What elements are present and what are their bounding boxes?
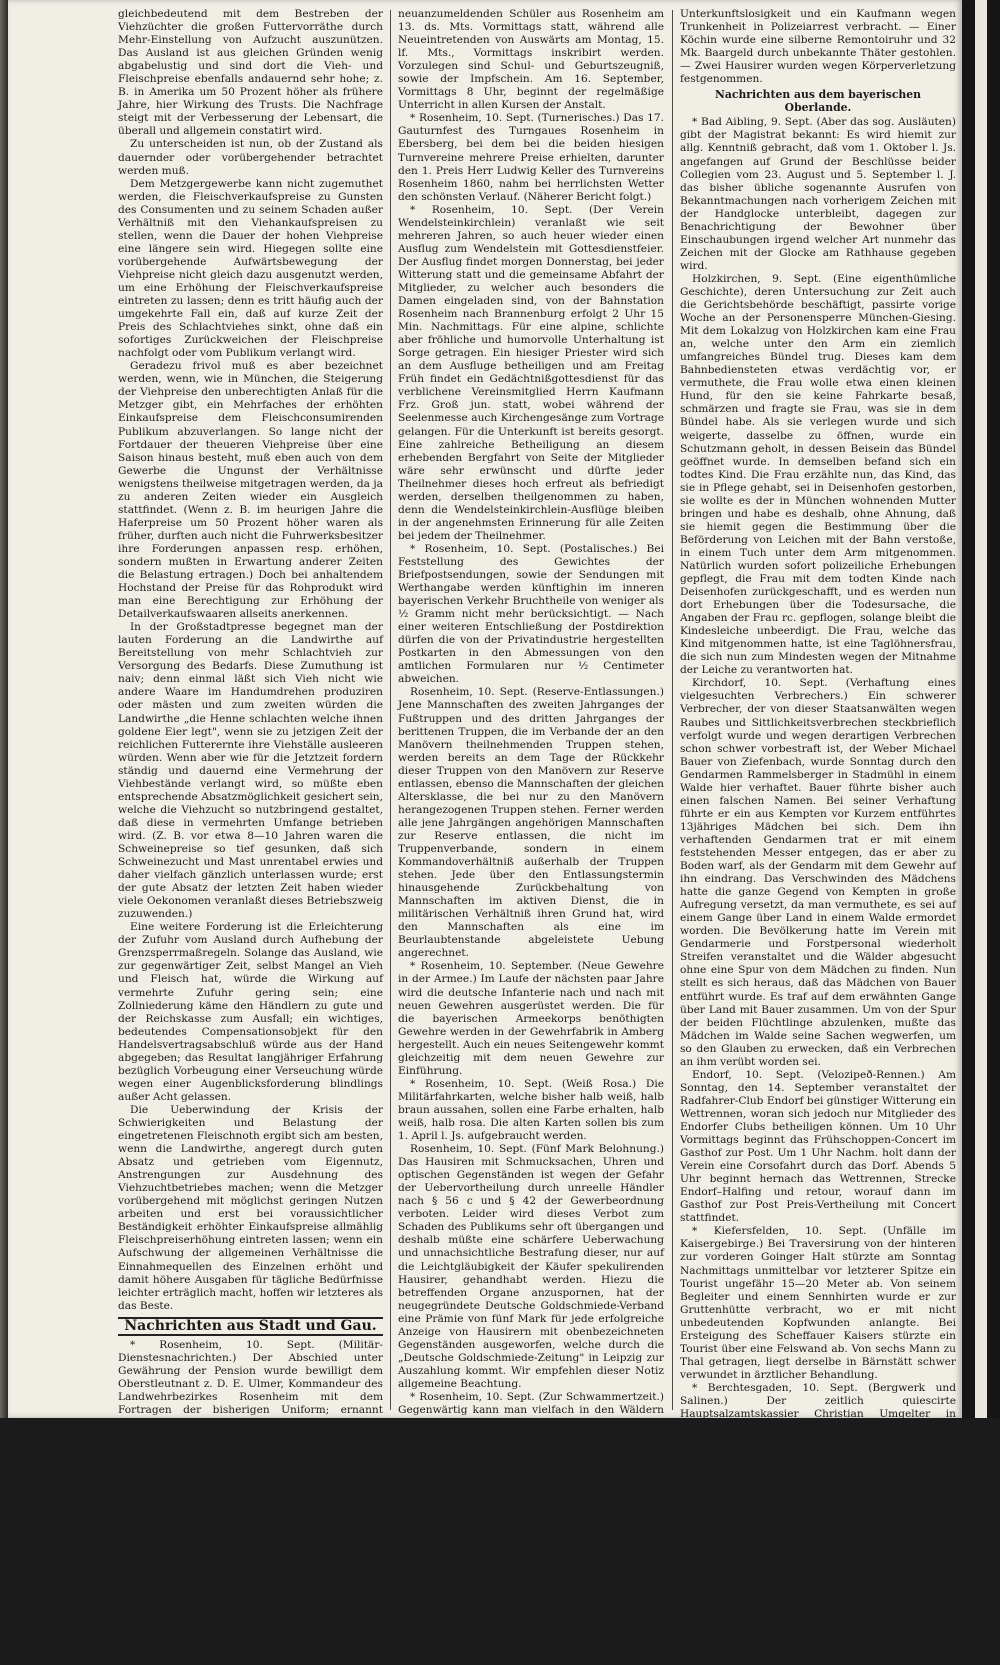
news-item: * Kiefersfelden, 10. Sept. (Unfälle im Kaisergebirge.) Bei Traversirung von der hinteren zur vorderen Goinger Halt stürzte am Sonntag Nachmittags unmittelbar vor letzterer Spitze ein Tourist ungefähr 15—20 Meter ab. Von seinem Begleiter und einem Sennhirten wurde er zur Gruttenhütte verbracht, wo er mit nicht unbedeutenden Kopfwunden anlangte. Bei Ersteigung des Scheffauer Kaisers stürzte ein Tourist über eine Felswand ab. Von sechs Mann zu Thal getragen, liegt derselbe in Bärnstätt schwer verwundet in ärztlicher Behandlung. (680, 1225, 956, 1381)
news-item: Holzkirchen, 9. Sept. (Eine eigenthümliche Geschichte), deren Untersuchung zur Zeit auch die Gerichtsbehörde beschäftigt, passirte vorige Woche an der Personensperre München-Giesing. Mit dem Lokalzug von Holzkirchen kam eine Frau an, welche unter den Arm ein ziemlich umfangreiches Bündel trug. Dieses kam dem Bahnbediensteten etwas verdächtig vor, er vermuthete, die Frau wolle etwa einen kleinen Hund, für den sie keine Fahrkarte besaß, schmärzen und fragte sie Frau, was sie in dem Bündel habe. Als sie verlegen wurde und sich weigerte, dasselbe zu öffnen, wurde ein Schutzmann geholt, in dessen Beisein das Bündel geöffnet wurde. In demselben befand sich ein todtes Kind. Die Frau erzählte nun, das Kind, das sie in Pflege gehabt, sei in Deisenhofen gestorben, sie wollte es der in München wohnenden Mutter bringen und habe es deshalb, ohne Ahnung, daß sie hiemit gegen die Bestimmung über die Beförderung von Leichen mit der Bahn verstoße, in einem Tuch unter dem Arm mitgenommen. Natürlich wurden sofort polizeiliche Erhebungen gepflegt, die Frau mit dem todten Kinde nach Deisenhofen zurückgeschafft, und es werden nun dort Erhebungen über die Todesursache, die Angaben der Frau rc. gepflogen, solange bleibt die Kindesleiche unbeerdigt. Die Frau, welche das Kind mitgenommen hatte, ist eine Taglöhnersfrau, die sich nun zum Mindesten wegen der Mitnahme der Leiche zu verantworten hat. (680, 272, 956, 677)
column-3 (680, 8, 956, 1603)
news-item: * Bad Aibling, 9. Sept. (Aber das sog. Ausläuten) gibt der Magistrat bekannt: Es wird hiemit zur allg. Kenntniß gebracht, daß vom 1. Oktober l. Js. angefangen auf Grund der Beschlüsse beider Collegien vom 23. August und 5. September l. J. das bisher übliche sogenannte Ausrufen von Bekanntmachungen nach vorherigem Zeichen mit der Handglocke unterbleibt, dagegen zur Benachrichtigung der Bewohner über Einschaubungen irgend welcher Art nunmehr das Zeichen mit der Glocke am Rathhause gegeben wird. (680, 116, 956, 272)
next-page-edge (975, 0, 987, 1418)
page-columns (118, 8, 956, 1664)
news-item: Rosenheim, 10. Sept. (Reserve-Entlassungen.) Jene Mannschaften des zweiten Jahrganges der Fußtruppen und des dritten Jahrganges der berittenen Truppen, die im Verbande der an den Manövern theilnehmenden Truppen stehen, werden bereits an dem Tage der Rückkehr dieser Truppen von den Manövern zur Reserve entlassen, ebenso die Mannschaften der gleichen Altersklasse, die bei nur zu den Manövern herangezogenen Truppen stehen. Ferner werden alle jene Jahrgängen angehörigen Mannschaften zur Reserve entlassen, die nicht im Truppenverbande, sondern in einem Kommandoverhältniß außerhalb der Truppen stehen. Jede über den Entlassungstermin hinausgehende Zurückbehaltung von Mannschaften im aktiven Dienst, die in militärischen Verhältniß ihren Grund hat, wird den Mannschaften als eine im Beurlaubtenstande abgeleistete Uebung angerechnet. (398, 686, 664, 960)
article-paragraph: Dem Metzgergewerbe kann nicht zugemuthet werden, die Fleischverkaufspreise zu Gunsten des Consumenten und zu seinem Schaden außer Verhältniß mit den Viehankaufspreisen zu stellen, wenn die Dauer der hohen Viehpreise eine längere sein wird. Hiegegen sollte eine vorübergehende Aufwärtsbewegung der Viehpreise nicht gleich dazu ausgenutzt werden, um eine Erhöhung der Fleischverkaufspreise eintreten zu lassen; denn es tritt häufig auch der umgekehrte Fall ein, daß auf kurze Zeit der Preis des Schlachtviehes sinkt, ohne daß ein sofortiges Zurückweichen der Fleischpreise nachfolgt oder vom Publikum verlangt wird. (118, 177, 383, 360)
news-item: Unterkunftslosigkeit und ein Kaufmann wegen Trunkenheit in Polizeiarrest verbracht. — Einer Köchin wurde eine silberne Remontoiruhr und 32 Mk. Baargeld durch unbekannte Thäter gestohlen. — Zwei Hausirer wurden wegen Körperverletzung festgenommen. (680, 8, 956, 86)
article-paragraph: In der Großstadtpresse begegnet man der lauten Forderung an die Landwirthe auf Bereitstellung von mehr Schlachtvieh zur Versorgung des Bedarfs. Diese Zumuthung ist naiv; denn einmal läßt sich Vieh nicht wie andere Waare im Handumdrehen produziren oder mästen und zum zweiten würden die Landwirthe „die Henne schlachten welche ihnen goldene Eier legt", wenn sie zu jetzigen Zeit der reichlichen Futterernte ihre Viehställe ausleeren würden. Wenn aber wie für die Jetztzeit fordern ständig und dauernd eine Vermehrung der Viehbestände verlangt wird, so müßte eben entsprechende Absatzmöglichkeit gesichert sein, welche die Viehzucht so nutzbringend gestaltet, daß diese in vermehrten Umfange betrieben wird. (Z. B. vor etwa 8—10 Jahren waren die Schweinepreise so tief gesunken, daß sich Schweinezucht und Mast unrentabel erwies und daher vielfach gänzlich unterlassen wurde; erst der gute Absatz der letzten Zeit haben wieder viele Oekonomen veranlaßt dieses Betriebszweig zuzuwenden.) (118, 621, 383, 921)
column-1 (118, 8, 383, 1664)
news-item: * Rosenheim, 10. Sept. (Militär-Dienstesnachrichten.) Der Abschied unter Gewährung der Pension wurde bewilligt dem Oberstleutnant z. D. E. Ulmer, Kommandeur des Landwehrbezirkes Rosenheim mit dem Fortragen der bisherigen Uniform; ernannt wurde zum Kommandeur des Landwehrbezirkes Rosenheim der Major z. D. Gebhart. — Der Kommandeur der 3. Division Generalleutnant Edler v. Graubogl wurde mit Genehmigung seines Abschiedsgesuches und der gesetzlichen Pension zur Disposition gestellt unter Verleihung des Großkreuzes des Militär-Verdienstordens; ernannt wurde der Generalmajor Ritter v. Rittmann zum Kommandeur der 3. Division und zum Kommandeur der ersten Infanteriebrigade Ritter v. Zwehl, Direktor der Kriegsakademie. (118, 1338, 383, 1560)
news-item: Rosenheim, 10. Sept. (Vermessungsbehörde.) Zum Obergeometer beim Katasterbureau der Katastergeometer Christoph Schrott befördert; zum Katastergeometer beim Katasterbureau der Messungsassistent Otto Knappich ernannt. (118, 1560, 383, 1625)
news-item: * Rosenheim, 10. Sept. (Weiß Rosa.) Die Militärfahrkarten, welche bisher halb weiß, halb braun aussahen, sollen eine Farbe erhalten, halb weiß, halb rosa. Die alten Karten sollen bis zum 1. April l. Js. aufgebraucht werden. (398, 1077, 664, 1143)
news-item: * Rosenheim, 10. Sept. (Schuljahrbeginn.) An der hiesigen kgl. Realschule findet die Einschreibung der (118, 1625, 383, 1664)
column-rule (390, 10, 391, 1410)
section-heading-stadt-und-gau: Nachrichten aus Stadt und Gau. (118, 1317, 383, 1336)
news-item: * Rosenheim, 10. Sept. (Postalisches.) Bei Feststellung des Gewichtes der Briefpostsendungen, sowie der Sendungen mit Werthangabe werden künftighin im inneren bayerischen Verkehr Bruchtheile von weniger als ½ Gramm nicht mehr berücksichtigt. — Nach einer weiteren Entschließung der Postdirektion dürfen die von der Privatindustrie hergestellten Postkarten in den Abmessungen von den amtlichen Formularen nur ½ Centimeter abweichen. (398, 542, 664, 686)
article-paragraph: Geradezu frivol muß es aber bezeichnet werden, wenn, wie in München, die Steigerung der Viehpreise den unberechtigten Anlaß für die Metzger gibt, ein Mehrfaches der erhöhten Einkaufspreise dem Fleischconsumirenden Publikum abzuverlangen. So lange nicht der Fortdauer der theueren Viehpreise über eine Saison hinaus besteht, muß eben auch von dem Gewerbe die Ungunst der Verhältnisse wenigstens theilweise mitgetragen werden, da ja zu anderen Zeiten wieder ein Ausgleich stattfindet. (Wenn z. B. im heurigen Jahre die Haferpreise um 50 Prozent höher waren als früher, durften auch nicht die Fuhrwerksbesitzer ihre Forderungen anpassen resp. erhöhen, sondern mußten in Erwartung anderer Zeiten die Belastung ertragen.) Doch bei anhaltendem Hochstand der Preise für das Rohprodukt wird man eine Berechtigung zur Erhöhung der Detailverkaufswaaren allseits anerkennen. (118, 360, 383, 621)
news-item: neuanzumeldenden Schüler aus Rosenheim am 13. ds. Mts. Vormittags statt, während alle Neueintretenden von Auswärts am Montag, 15. lf. Mts., Vormittags inskribirt werden. Vorzulegen sind Schul- und Geburtszeugniß, sowie der Impfschein. Am 16. September, Vormittags 8 Uhr, beginnt der regelmäßige Unterricht in allen Kursen der Anstalt. (398, 8, 664, 112)
news-item: Endorf, 10. Sept. (Velozipeð-Rennen.) Am Sonntag, den 14. September veranstaltet der Radfahrer-Club Endorf bei günstiger Witterung ein Wettrennen, woran sich jedoch nur Mitglieder des Endorfer Clubs betheiligen können. Um 10 Uhr Vormittags beginnt das Frühschoppen-Concert im Gasthof zur Post. Um 1 Uhr Nachm. holt dann der Verein eine Corsofahrt durch das Dorf. Abends 5 Uhr beginnt hernach das Wettrennen, Strecke Endorf–Halfing und retour, worauf dann im Gasthof zur Post Preis-Vertheilung mit Concert stattfindet. (680, 1068, 956, 1225)
news-item: * Berchtesgaden, 10. Sept. (Bergwerk und Salinen.) Der zeitlich quiescirte Hauptsalzamtskassier Christian Umgelter in Berchtesgaden wurde unter Anerkennung seiner treuen und ersprießlichen Dienste definitiv in den Ruhestand versetzt. (680, 1381, 956, 1460)
section-heading-oberland: Nachrichten aus dem bayerischen Oberlande. (715, 88, 921, 115)
news-item: * Rosenheim, 10. September. (Neue Gewehre in der Armee.) Im Laufe der nächsten paar Jahre wird die deutsche Infanterie nach und nach mit neuen Gewehren ausgerüstet werden. Die für die bayerischen Armeekorps benöthigten Gewehre werden in der Gewehrfabrik in Amberg hergestellt. Auch ein neues Seitengewehr kommt gleichzeitig mit dem neuen Gewehre zur Einführung. (398, 960, 664, 1077)
article-paragraph: Zu unterscheiden ist nun, ob der Zustand als dauernder oder vorübergehender betrachtet werden muß. (118, 138, 383, 177)
police-report-heading: Polizeibericht. (487, 1613, 575, 1626)
news-item: Kirchdorf, 10. Sept. (Verhaftung eines vielgesuchten Verbrechers.) Ein schwerer Verbrecher, der von dieser Staatsanwälten wegen Raubes und Sittlichkeitsverbrechen steckbrieflich verfolgt wurde und wegen derartigen Verbrechen schon schwer vorbestraft ist, der Weber Michael Bauer von Ziefenbach, wurde Sonntag durch den Gendarmen Rammelsberger in Stadmühl in einem Walde hier verhaftet. Bauer führte bisher auch einen falschen Namen. Bei seiner Verhaftung führte er ein aus Kempten vor Kurzem entführtes 13jähriges Mädchen bei sich. Dem ihn verhaftenden Gendarmen trat er mit einem feststehenden Messer entgegen, das er aber zu Boden warf, als der Gendarm mit dem Gewehr auf ihn eindrang. Das Verschwinden des Mädchens hatte die ganze Gegend von Kempten in große Aufregung versetzt, da man vermuthete, es sei auf einem Gange über Land in einem Walde ermordet worden. Die Bevölkerung hatte im Verein mit Gendarmerie und Forstpersonal wiederholt Streifen veranstaltet und die Wälder abgesucht ohne eine Spur von dem Mädchen zu finden. Nun stellt es sich heraus, daß das Mädchen von Bauer entführt wurde. Es traf auf dem erwähnten Gange über Land mit Bauer zusammen. Um von der Spur der beiden Flüchtlinge abzulenken, mußte das Mädchen im Walde seine Sachen wegwerfen, um so den Glauben zu erwecken, daß ein Verbrechen an ihm verübt worden sei. (680, 677, 956, 1068)
news-item: * Rosenheim, 10. Sept. (Zur Schwammertzeit.) Gegenwärtig kann man vielfach in den Wäldern die Wahrnehmung machen, daß die Schwämme sammt dem Stiel aus dem Boden gerissen werden. Dieser Fehler wird zumeist von solchen Sammlern begangen, welchen die Fortpflanzung der Pilze unbekannt ist. Die unausbleibliche Folge dieser Art von Schwämmesammeln ist, daß dieselben ausgerottet werden. Nachdem unsere Waldschwämme nicht nur zu unterschätzendes Nahrungs- und Genußmittel bilden, verdienen sie einen besonderen Schutz, zumal sie sich überhaupt nicht in jedem Jahr in gleichen Mengen auftreten. Am Besten ist es, wenn man die Schwämme 4—5 Centimeter vom Boden entfernt am Stiele abschneidet; der unterste Theil des Stieles ist ja ohnehin nicht genießbar. (398, 1390, 664, 1612)
article-paragraph: gleichbedeutend mit dem Bestreben der Viehzüchter die großen Futtervorräthe durch Mehr-Einstellung von Aufzucht auszunützen. Das Ausland ist aus gleichen Gründen wenig abgabelustig und sind dort die Vieh- und Fleischpreise ebenfalls andauernd sehr hohe; z. B. in Amerika um 50 Prozent höher als frühere Jahre, hier Wirkung des Trusts. Die Nachfrage steigt mit der Verbesserung der Lebensart, die überall und allgemein constatirt wird. (118, 8, 383, 138)
article-paragraph: Die Ueberwindung der Krisis der Schwierigkeiten und Belastung der eingetretenen Fleischnoth ergibt sich am besten, wenn die Landwirthe, angeregt durch guten Absatz und getrieben vom Eigennutz, Anstrengungen zur Ausdehnung des Viehzuchtbetriebes machen; wenn die Metzger vorübergehend mit möglichst geringen Nutzen arbeiten und erst bei voraussichtlicher Beständigkeit erhöhter Einkaufspreise allmählig Fleischpreiserhöhung eintreten lassen; wenn ein Aufschwung der allgemeinen Verhältnisse die Einnahmequellen des Einzelnen erhöht und damit höhere Ausgaben für tägliche Bedürfnisse leichter erträglich macht, hoffen wir letzteres als das Beste. (118, 1103, 383, 1312)
column-2 (398, 8, 664, 1653)
scan-left-edge (0, 0, 8, 1418)
article-paragraph: Eine weitere Forderung ist die Erleichterung der Zufuhr vom Ausland durch Aufhebung der Grenzsperrmaßregeln. Solange das Ausland, wie zur gegenwärtiger Zeit, selbst Mangel an Vieh und Fleisch hat, würde die Wirkung auf vermehrte Zufuhr gering sein; eine Zollniederung käme den Händlern zu gute und der Reichskasse zum Ausfall; ein wichtiges, bedeutendes Compensationsobjekt für den Handelsvertragsabschluß würde aus der Hand abgegeben; das Resultat langjähriger Erfahrung bezüglich Vorbeugung einer Verseuchung würde wegen einer Augenblicksforderung blindlings außer Acht gelassen. (118, 921, 383, 1103)
news-item: P Rosenheim, 10. Sept. Ein Hafner wurde wegen (398, 1627, 664, 1653)
news-item: Erl b. Kufstein (Tirol), 10. Sept. (Das Passionsspiel.) Um einem vielfachen Wunsche gerecht zu werden, entschloß sich die hiesige Passionsspielgesellschaft noch zwei Nachspiele zu geben, und zwar am 21. und 24. September von halb 12 Uhr Mittags bis halb 6 Uhr Abends, worauf die Freunde dieses Passionsspieles aufmerksam gemacht werden. Besonders dürfte der letztgenannte Tag allen jenen Personen, die an einem Sonntage zum Besuche dieses erhabenen Dramas keine Zeit finden, sehr willkommen sein. (680, 1460, 956, 1603)
news-item: Rosenheim, 10. Sept. (Fünf Mark Belohnung.) Das Hausiren mit Schmucksachen, Uhren und optischen Gegenständen ist wegen der Gefahr der Uebervortheilung durch unreelle Händler nach § 56 c und § 42 der Gewerbeordnung verboten. Leider wird dieses Verbot zum Schaden des Publikums sehr oft übergangen und deshalb müßte eine schärfere Ueberwachung und unnachsichtliche Bestrafung dieser, nur auf die Leichtgläubigkeit der Käufer spekulirenden Hausirer, gehandhabt werden. Hiezu die betreffenden Organe anzuspornen, hat der neugegründete Deutsche Goldschmiede-Verband eine Prämie von fünf Mark für jede erfolgreiche Anzeige von Hausirern mit obenbezeichneten Gegenständen ausgeworfen, welche durch die „Deutsche Goldschmiede-Zeitung" in Leipzig zur Auszahlung kommt. Wir empfehlen dieser Notiz allgemeine Beachtung. (398, 1143, 664, 1390)
news-item: * Rosenheim, 10. Sept. (Der Verein Wendelsteinkirchlein) veranlaßt wie seit mehreren Jahren, so auch heuer wieder einen Ausflug zum Wendelstein mit Gottesdienstfeier. Der Ausflug findet morgen Donnerstag, bei jeder Witterung statt und die gemeinsame Abfahrt der Mitglieder, zu welcher auch besonders die Damen eingeladen sind, von der Bahnstation Rosenheim nach Brannenburg erfolgt 2 Uhr 15 Min. Nachmittags. Für eine alpine, schlichte aber fröhliche und humorvolle Unterhaltung ist Sorge getragen. Ein hiesiger Priester wird sich an dem Ausfluge betheiligen und am Freitag Früh findet ein Gedächtnißgottesdienst für das verblichene Vereinsmitglied Herrn Kaufmann Frz. Groß jun. statt, wobei während der Seelenmesse auch Kirchengesänge zum Vortrage gelangen. Für die Unterkunft ist bereits gesorgt. Eine zahlreiche Betheiligung an diesem erhebenden Bergfahrt von Seite der Mitglieder wäre sehr erwünscht und dürfte jeder Theilnehmer dieses hoch erfreut als befriedigt werden, derselben theilgenommen zu haben, denn die Wendelsteinkirchlein-Ausflüge bleiben in der angenehmsten Erinnerung für alle Zeiten bei jedem der Theilnehmer. (398, 203, 664, 542)
column-rule (672, 10, 673, 1410)
news-item: * Rosenheim, 10. Sept. (Turnerisches.) Das 17. Gauturnfest des Turngaues Rosenheim in Ebersberg, bei dem bei die beiden hiesigen Turnvereine mehrere Preise erhielten, darunter den 1. Preis Herr Ludwig Keller des Turnvereins Rosenheim 1860, nahm bei herrlichsten Wetter den schönsten Verlauf. (Näherer Bericht folgt.) (398, 112, 664, 203)
